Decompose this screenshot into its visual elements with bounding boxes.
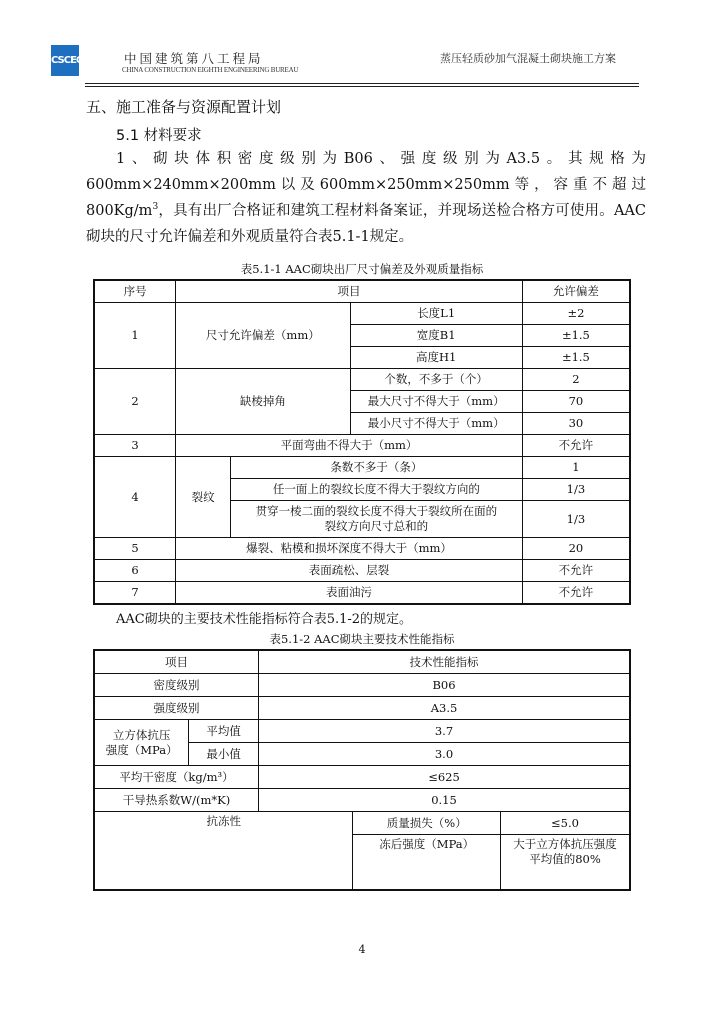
table-cell: 表面油污 [176, 582, 523, 605]
table-cell: 立方体抗压 强度（MPa） [94, 720, 189, 766]
table-cell: 6 [94, 560, 176, 582]
table-row [94, 789, 630, 812]
table-row [94, 720, 630, 743]
table-cell: 2 [94, 369, 176, 435]
table-row [94, 560, 630, 582]
table-cell: 抗冻性 [94, 812, 353, 891]
page-number: 4 [358, 943, 366, 956]
table1-caption: 表5.1-1 AAC砌块出厂尺寸偏差及外观质量指标 [240, 262, 484, 276]
table-row [94, 812, 630, 835]
dimension-tolerance-table [93, 279, 631, 605]
table-row [94, 457, 630, 479]
table-row [94, 435, 630, 457]
table-cell: 干导热系数W/(m*K) [94, 789, 259, 812]
table-cell: 3.0 [259, 743, 630, 766]
table-cell: ≤5.0 [500, 812, 630, 835]
table-cell: 条数不多于（条） [231, 457, 523, 479]
table-cell: 1/3 [522, 479, 630, 501]
org-name-en: CHINA CONSTRUCTION EIGHTH ENGINEERING BUREAU [122, 66, 299, 74]
table-cell: 30 [522, 413, 630, 435]
table-cell: 宽度B1 [350, 325, 522, 347]
table-cell: 质量损失（%） [353, 812, 501, 835]
table-cell: 尺寸允许偏差（mm） [176, 303, 350, 369]
material-paragraph: 1、砌块体积密度级别为B06、强度级别为A3.5。其规格为600mm×240mm×200mm以及600mm×250mm×250mm等，容重不超过$800Kg/m^3$，具有出厂合格证和建筑工程材料备案证，并现场送检合格方可使用。AAC砌块的尺寸允许偏差和外观质量符合表5.1-1规定。 [86, 151, 646, 245]
table-cell: 平均值 [189, 720, 259, 743]
table-cell: 贯穿一棱二面的裂纹长度不得大于裂纹所在面的 裂纹方向尺寸总和的 [231, 501, 523, 538]
table-cell: 冻后强度（MPa） [353, 835, 501, 891]
table-cell: 表面疏松、层裂 [176, 560, 523, 582]
table-header: 允许偏差 [522, 280, 630, 303]
table-cell: 1 [522, 457, 630, 479]
table-cell: 平面弯曲不得大于（mm） [176, 435, 523, 457]
table-row [94, 303, 630, 325]
table-cell: 1/3 [522, 501, 630, 538]
header-rule [85, 83, 639, 84]
table-row [94, 538, 630, 560]
table-cell: ±1.5 [522, 325, 630, 347]
table-cell: 不允许 [522, 435, 630, 457]
table-cell: ±2 [522, 303, 630, 325]
table-cell: 5 [94, 538, 176, 560]
table-row [94, 697, 630, 720]
table-cell: ±1.5 [522, 347, 630, 369]
table-row [94, 674, 630, 697]
section-title: 五、施工准备与资源配置计划 [86, 98, 282, 116]
performance-table [93, 649, 631, 891]
table-header-row [94, 280, 630, 303]
table-cell: 密度级别 [94, 674, 259, 697]
table-cell: 4 [94, 457, 176, 538]
table-header: 序号 [94, 280, 176, 303]
table-row [94, 582, 630, 605]
table-cell: 平均干密度（kg/m³） [94, 766, 259, 789]
table-cell: 任一面上的裂纹长度不得大于裂纹方向的 [231, 479, 523, 501]
table-cell: 3.7 [259, 720, 630, 743]
table-cell: 大于立方体抗压强度 平均值的80% [500, 835, 630, 891]
table-row [94, 369, 630, 391]
table-cell: 个数，不多于（个） [350, 369, 522, 391]
table-cell: 最小尺寸不得大于（mm） [350, 413, 522, 435]
table-header-row [94, 650, 630, 674]
table-cell: 高度H1 [350, 347, 522, 369]
table2-caption: 表5.1-2 AAC砌块主要技术性能指标 [269, 632, 455, 646]
table-cell: 最小值 [189, 743, 259, 766]
table-cell: 2 [522, 369, 630, 391]
table-row [94, 766, 630, 789]
table-cell: 最大尺寸不得大于（mm） [350, 391, 522, 413]
company-logo: CSCEC [51, 45, 79, 76]
table-cell: 不允许 [522, 560, 630, 582]
table-cell: 0.15 [259, 789, 630, 812]
table-cell: 长度L1 [350, 303, 522, 325]
table-cell: 爆裂、粘模和损坏深度不得大于（mm） [176, 538, 523, 560]
table-header: 项目 [176, 280, 523, 303]
org-name-cn: 中国建筑第八工程局 [124, 51, 264, 66]
table-cell: 强度级别 [94, 697, 259, 720]
table-cell: ≤625 [259, 766, 630, 789]
header-rule-thin [85, 86, 639, 87]
table2-intro: AAC砌块的主要技术性能指标符合表5.1-2的规定。 [116, 612, 413, 627]
table-cell: 70 [522, 391, 630, 413]
table-header: 项目 [94, 650, 259, 674]
table-cell: 7 [94, 582, 176, 605]
table-cell: 20 [522, 538, 630, 560]
table-cell: 缺棱掉角 [176, 369, 350, 435]
table-cell: 3 [94, 435, 176, 457]
table-cell: 裂纹 [176, 457, 231, 538]
table-cell: 不允许 [522, 582, 630, 605]
table-cell: 1 [94, 303, 176, 369]
table-cell: B06 [259, 674, 630, 697]
table-header: 技术性能指标 [259, 650, 630, 674]
document-title: 蒸压轻质砂加气混凝土砌块施工方案 [440, 52, 616, 65]
subsection-title: 5.1 材料要求 [116, 128, 202, 144]
table-cell: A3.5 [259, 697, 630, 720]
